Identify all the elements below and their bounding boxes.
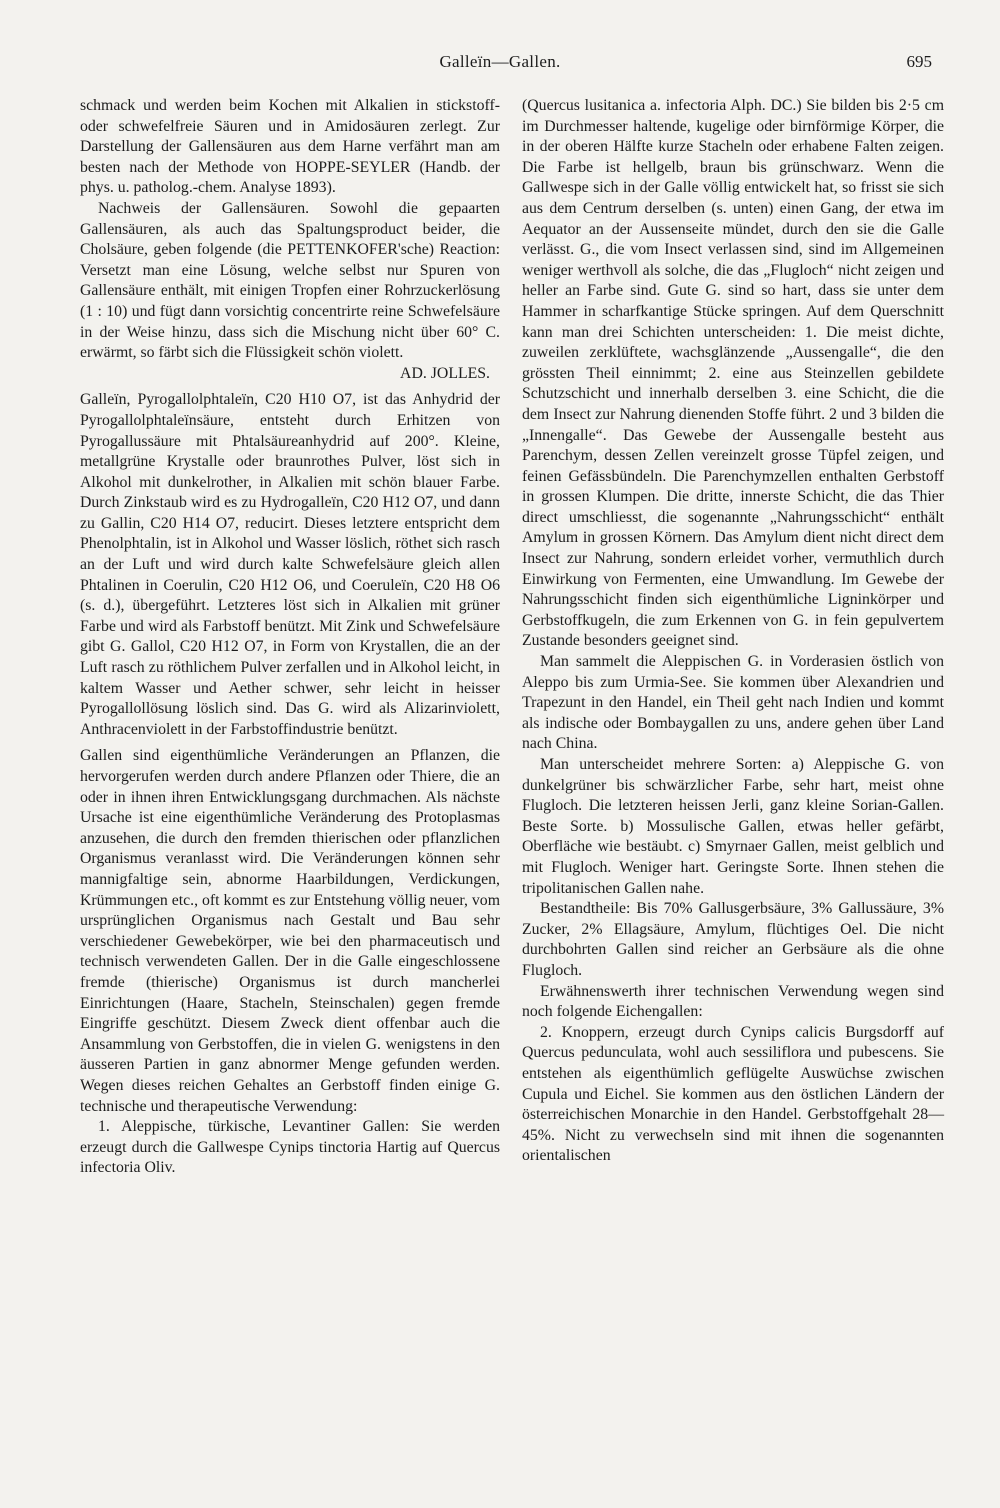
paragraph-sorten: Man unterscheidet mehrere Sorten: a) Aleppische G. von dunkelgrüner bis schwärzlicher Farbe, sehr hart, meist ohne Flugloch. Die letzteren heissen Jerli, ganz kleine Sorian-Gallen. Beste Sorte. b) Mossulische Gallen, etwas heller gefärbt, Oberfläche wie bestäubt. c) Smyrnaer Gallen, meist gelblich und mit Flugloch. Weniger hart. Geringste Sorte. Ihnen stehen die tripolitanischen Gallen nahe. bbox=[522, 756, 944, 897]
entry-gallen: Gallen sind eigenthümliche Veränderungen an Pflanzen, die hervorgerufen werden durch andere Pflanzen oder Thiere, die an oder in ihnen ihren Entwicklungsgang durchmachen. Als nächste Ursache ist eine eigenthümliche Veränderung des Protoplasmas anzusehen, die durch den fremden thierischen oder pflanzlichen Organismus veranlasst wird. Die Veränderungen können sehr mannigfaltige sein, abnorme Haarbildungen, Verdickungen, Krümmungen etc., oft kommt es zur Entstehung völlig neuer, vom ursprünglichen Organismus nach Gestalt und Bau sehr verschiedener Gewebekörper, wie bei den pharmaceutisch und technisch verwendeten Gallen. Der in die Galle eingeschlossene fremde (thierische) Organismus ist durch mancherlei Einrichtungen (Haare, Stacheln, Steinschalen) gegen fremde Eingriffe geschützt. Diesem Zweck dient offenbar auch die Ansammlung von Gerbstoffen, die in vielen G. wenigstens in den äusseren Partien in ganz abnormer Menge gefunden werden. Wegen dieses reichen Gehaltes an Gerbstoff finden einige G. technische und therapeutische Verwendung: bbox=[80, 747, 500, 1115]
paragraph-eichengallen-intro: Erwähnenswerth ihrer technischen Verwendung wegen sind noch folgende Eichengallen: bbox=[522, 982, 944, 1021]
paragraph-nachweis: Nachweis der Gallensäuren. Sowohl die gepaarten Gallensäuren, als auch das Spaltungsproduct beider, die Cholsäure, geben folgende (die PETTENKOFER'sche) Reaction: Versetzt man eine Lösung, welche selbst nur Spuren von Gallensäure enthält, mit einigen Tropfen einer Rohrzuckerlösung (1 : 10) und fügt dann vorsichtig concentrirte reine Schwefelsäure in der Weise hinzu, dass sich die Mischung nicht über 60° C. erwärmt, so färbt sich die Flüssigkeit schön violett. bbox=[80, 199, 500, 362]
column-divider bbox=[510, 96, 511, 1436]
author-signature: AD. JOLLES. bbox=[400, 364, 490, 382]
paragraph-quercus-description: (Quercus lusitanica a. infectoria Alph. DC.) Sie bilden bis 2·5 cm im Durchmesser haltende, kugelige oder birnförmige Körper, die in der oberen Hälfte kurze Stacheln oder erhabene Falten zeigen. Die Farbe ist hellgelb, braun bis grünschwarz. Wenn die Gallwespe sich in der Galle völlig entwickelt hat, so frisst sie sich aus dem Centrum derselben (s. unten) einen Gang, der etwa im Aequator an der Aussenseite mündet, durch den sie die Galle verlässt. G., die vom Insect verlassen sind, sind im Allgemeinen weniger werthvoll als solche, die das „Flugloch“ nicht zeigen und heller an Farbe sind. Gute G. sind so hart, dass sie unter dem Hammer in scharfkantige Stücke springen. Auf dem Querschnitt kann man drei Schichten unterscheiden: 1. Die meist dichte, zuweilen zerklüftete, wachsglänzende „Aussengalle“, die den grössten Theil einnimmt; 2. eine aus Steinzellen gebildete Schutzschicht und innerhalb derselben 3. eine Schicht, die die dem Insect zur Nahrung dienenden Stoffe führt. 2 und 3 bilden die „Innengalle“. Das Gewebe der Aussengalle besteht aus Parenchym, dessen Zellen vereinzelt grosse Tüpfel zeigen, und feinen Gefässbündeln. Die Parenchymzellen enthalten Gerbstoff in grossen Klumpen. Die dritte, innerste Schicht, die das Thier direct umschliesst, die sogenannte „Nahrungsschicht“ enthält Amylum in grossen Körnern. Das Amylum dient nicht direct dem Insect zur Nahrung, sondern erleidet vorher, vermuthlich durch Einwirkung von Fermenten, eine Umwandlung. Im Gewebe der Nahrungsschicht finden sich eigenthümliche Ligninkörper und Gerbstoffkugeln, die zum Erkennen von G. in fein gepulvertem Zustande besonders geeignet sind. bbox=[522, 97, 944, 650]
left-column bbox=[80, 96, 500, 1179]
entry-gallein: Galleïn, Pyrogallolphtaleïn, C20 H10 O7, ist das Anhydrid der Pyrogallolphtaleïnsäure, entsteht durch Erhitzen von Pyrogallussäure mit Phtalsäureanhydrid auf 200°. Kleine, metallgrüne Krystalle oder braunrothes Pulver, löst sich in Alkohol mit dunkelrother, in Alkalien mit schön blauer Farbe. Durch Zinkstaub wird es zu Hydrogalleïn, C20 H12 O7, und dann zu Gallin, C20 H14 O7, reducirt. Dieses letztere entspricht dem Phenolphtalin, ist in Alkohol und Wasser löslich, röthet sich rasch an der Luft und wird durch kalte Schwefelsäure gleich allen Phtalinen in Coerulin, C20 H12 O6, und Coeruleïn, C20 H8 O6 (s. d.), übergeführt. Letzteres löst sich in Alkalien mit grüner Farbe und wird als Farbstoff benützt. Mit Zink und Schwefelsäure gibt G. Gallol, C20 H12 O7, in Form von Krystallen, die an der Luft rasch zu röthlichem Pulver zerfallen und in Alkohol leicht, in kaltem Wasser und Aether schwer, sehr leicht in heisser Pyrogallollösung löslich sind. Das G. wird als Alizarinviolett, Anthracenviolett in der Farbstoffindustrie benützt. bbox=[80, 391, 500, 738]
paragraph-sammlung: Man sammelt die Aleppischen G. in Vorderasien östlich von Aleppo bis zum Urmia-See. Sie kommen über Alexandrien und Trapezunt in den Handel, ein Theil geht nach Indien und kommt als indische oder Bombaygallen zu uns, andere gehen über Land nach China. bbox=[522, 653, 944, 753]
paragraph-bestandtheile: Bestandtheile: Bis 70% Gallusgerbsäure, 3% Gallussäure, 3% Zucker, 2% Ellagsäure, Amylum, flüchtiges Oel. Die nicht durchbohrten Gallen sind reicher an Gerbsäure als die ohne Flugloch. bbox=[522, 900, 944, 979]
right-column bbox=[522, 96, 944, 1167]
page-header bbox=[0, 50, 1000, 76]
paragraph-gallensaeuren-end: schmack und werden beim Kochen mit Alkalien in stickstoff- oder schwefelfreie Säuren und in Amidosäuren zerlegt. Zur Darstellung der Gallensäuren aus dem Harne verfährt man am besten nach der Methode von HOPPE-SEYLER (Handb. der phys. u. patholog.-chem. Analyse 1893). bbox=[80, 97, 500, 197]
running-head: Galleïn—Gallen. bbox=[439, 52, 561, 71]
paragraph-aleppische-gallen: 1. Aleppische, türkische, Levantiner Gallen: Sie werden erzeugt durch die Gallwespe Cynips tinctoria Hartig auf Quercus infectoria Oliv. bbox=[80, 1118, 500, 1177]
paragraph-knoppern: 2. Knoppern, erzeugt durch Cynips calicis Burgsdorff auf Quercus pedunculata, wohl auch sessiliflora und pubescens. Sie entstehen als eigenthümlich geflügelte Auswüchse zwischen Cupula und Eichel. Sie kommen aus den östlichen Ländern der österreichischen Monarchie in den Handel. Gerbstoffgehalt 28—45%. Nicht zu verwechseln sind mit ihnen die sogenannten orientalischen bbox=[522, 1023, 944, 1165]
page-number: 695 bbox=[906, 52, 932, 71]
